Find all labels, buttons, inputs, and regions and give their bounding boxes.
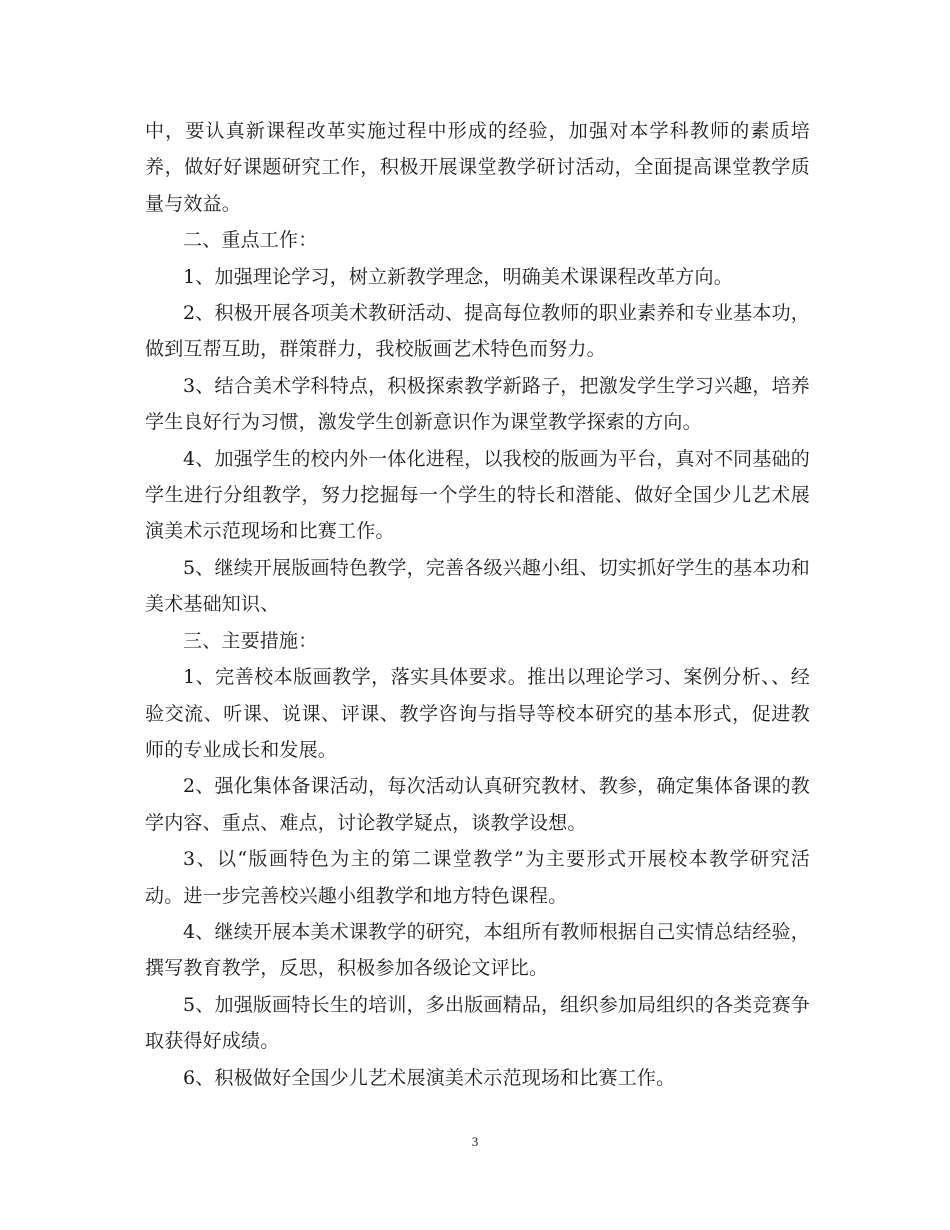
paragraph: 6、积极做好全国少儿艺术展演美术示范现场和比赛工作。 (183, 1066, 676, 1089)
paragraph: 1、完善校本版画教学，落实具体要求。推出以理论学习、案例分析、、经验交流、听课、说课、评课、教学咨询与指导等校本研究的基本形式，促进教师的专业成长和发展。 (145, 666, 810, 761)
section-heading-key-work: 二、重点工作： (183, 229, 318, 252)
document-body (145, 113, 810, 1096)
paragraph: 5、继续开展版画特色教学，完善各级兴趣小组、切实抓好学生的基本功和美术基础知识、 (145, 556, 810, 616)
page-number: 3 (471, 1134, 479, 1149)
paragraph: 3、结合美术学科特点，积极探索教学新路子，把激发学生学习兴趣，培养学生良好行为习惯，激发学生创新意识作为课堂教学探索的方向。 (145, 374, 810, 434)
paragraph: 5、加强版画特长生的培训，多出版画精品，组织参加局组织的各类竞赛争取获得好成绩。 (145, 993, 810, 1053)
section-heading-main-measures: 三、主要措施： (183, 629, 318, 652)
paragraph: 1、加强理论学习，树立新教学理念，明确美术课课程改革方向。 (183, 265, 733, 288)
paragraph: 2、积极开展各项美术教研活动、提高每位教师的职业素养和专业基本功，做到互帮互助，群策群力，我校版画艺术特色而努力。 (145, 302, 810, 361)
paragraph: 2、强化集体备课活动，每次活动认真研究教材、教参，确定集体备课的教学内容、重点、难点，讨论教学疑点，谈教学设想。 (145, 775, 810, 834)
paragraph: 4、继续开展本美术课教学的研究，本组所有教师根据自己实情总结经验，撰写教育教学，反思，积极参加各级论文评比。 (145, 920, 810, 980)
paragraph: 4、加强学生的校内外一体化进程，以我校的版画为平台，真对不同基础的学生进行分组教学，努力挖掘每一个学生的特长和潜能、做好全国少儿艺术展演美术示范现场和比赛工作。 (145, 447, 810, 543)
paragraph: 3、以“版画特色为主的第二课堂教学”为主要形式开展校本教学研究活动。进一步完善校兴趣小组教学和地方特色课程。 (145, 848, 810, 907)
paragraph: 中，要认真新课程改革实施过程中形成的经验，加强对本学科教师的素质培养，做好好课题研究工作，积极开展课堂教学研讨活动，全面提高课堂教学质量与效益。 (145, 120, 810, 215)
